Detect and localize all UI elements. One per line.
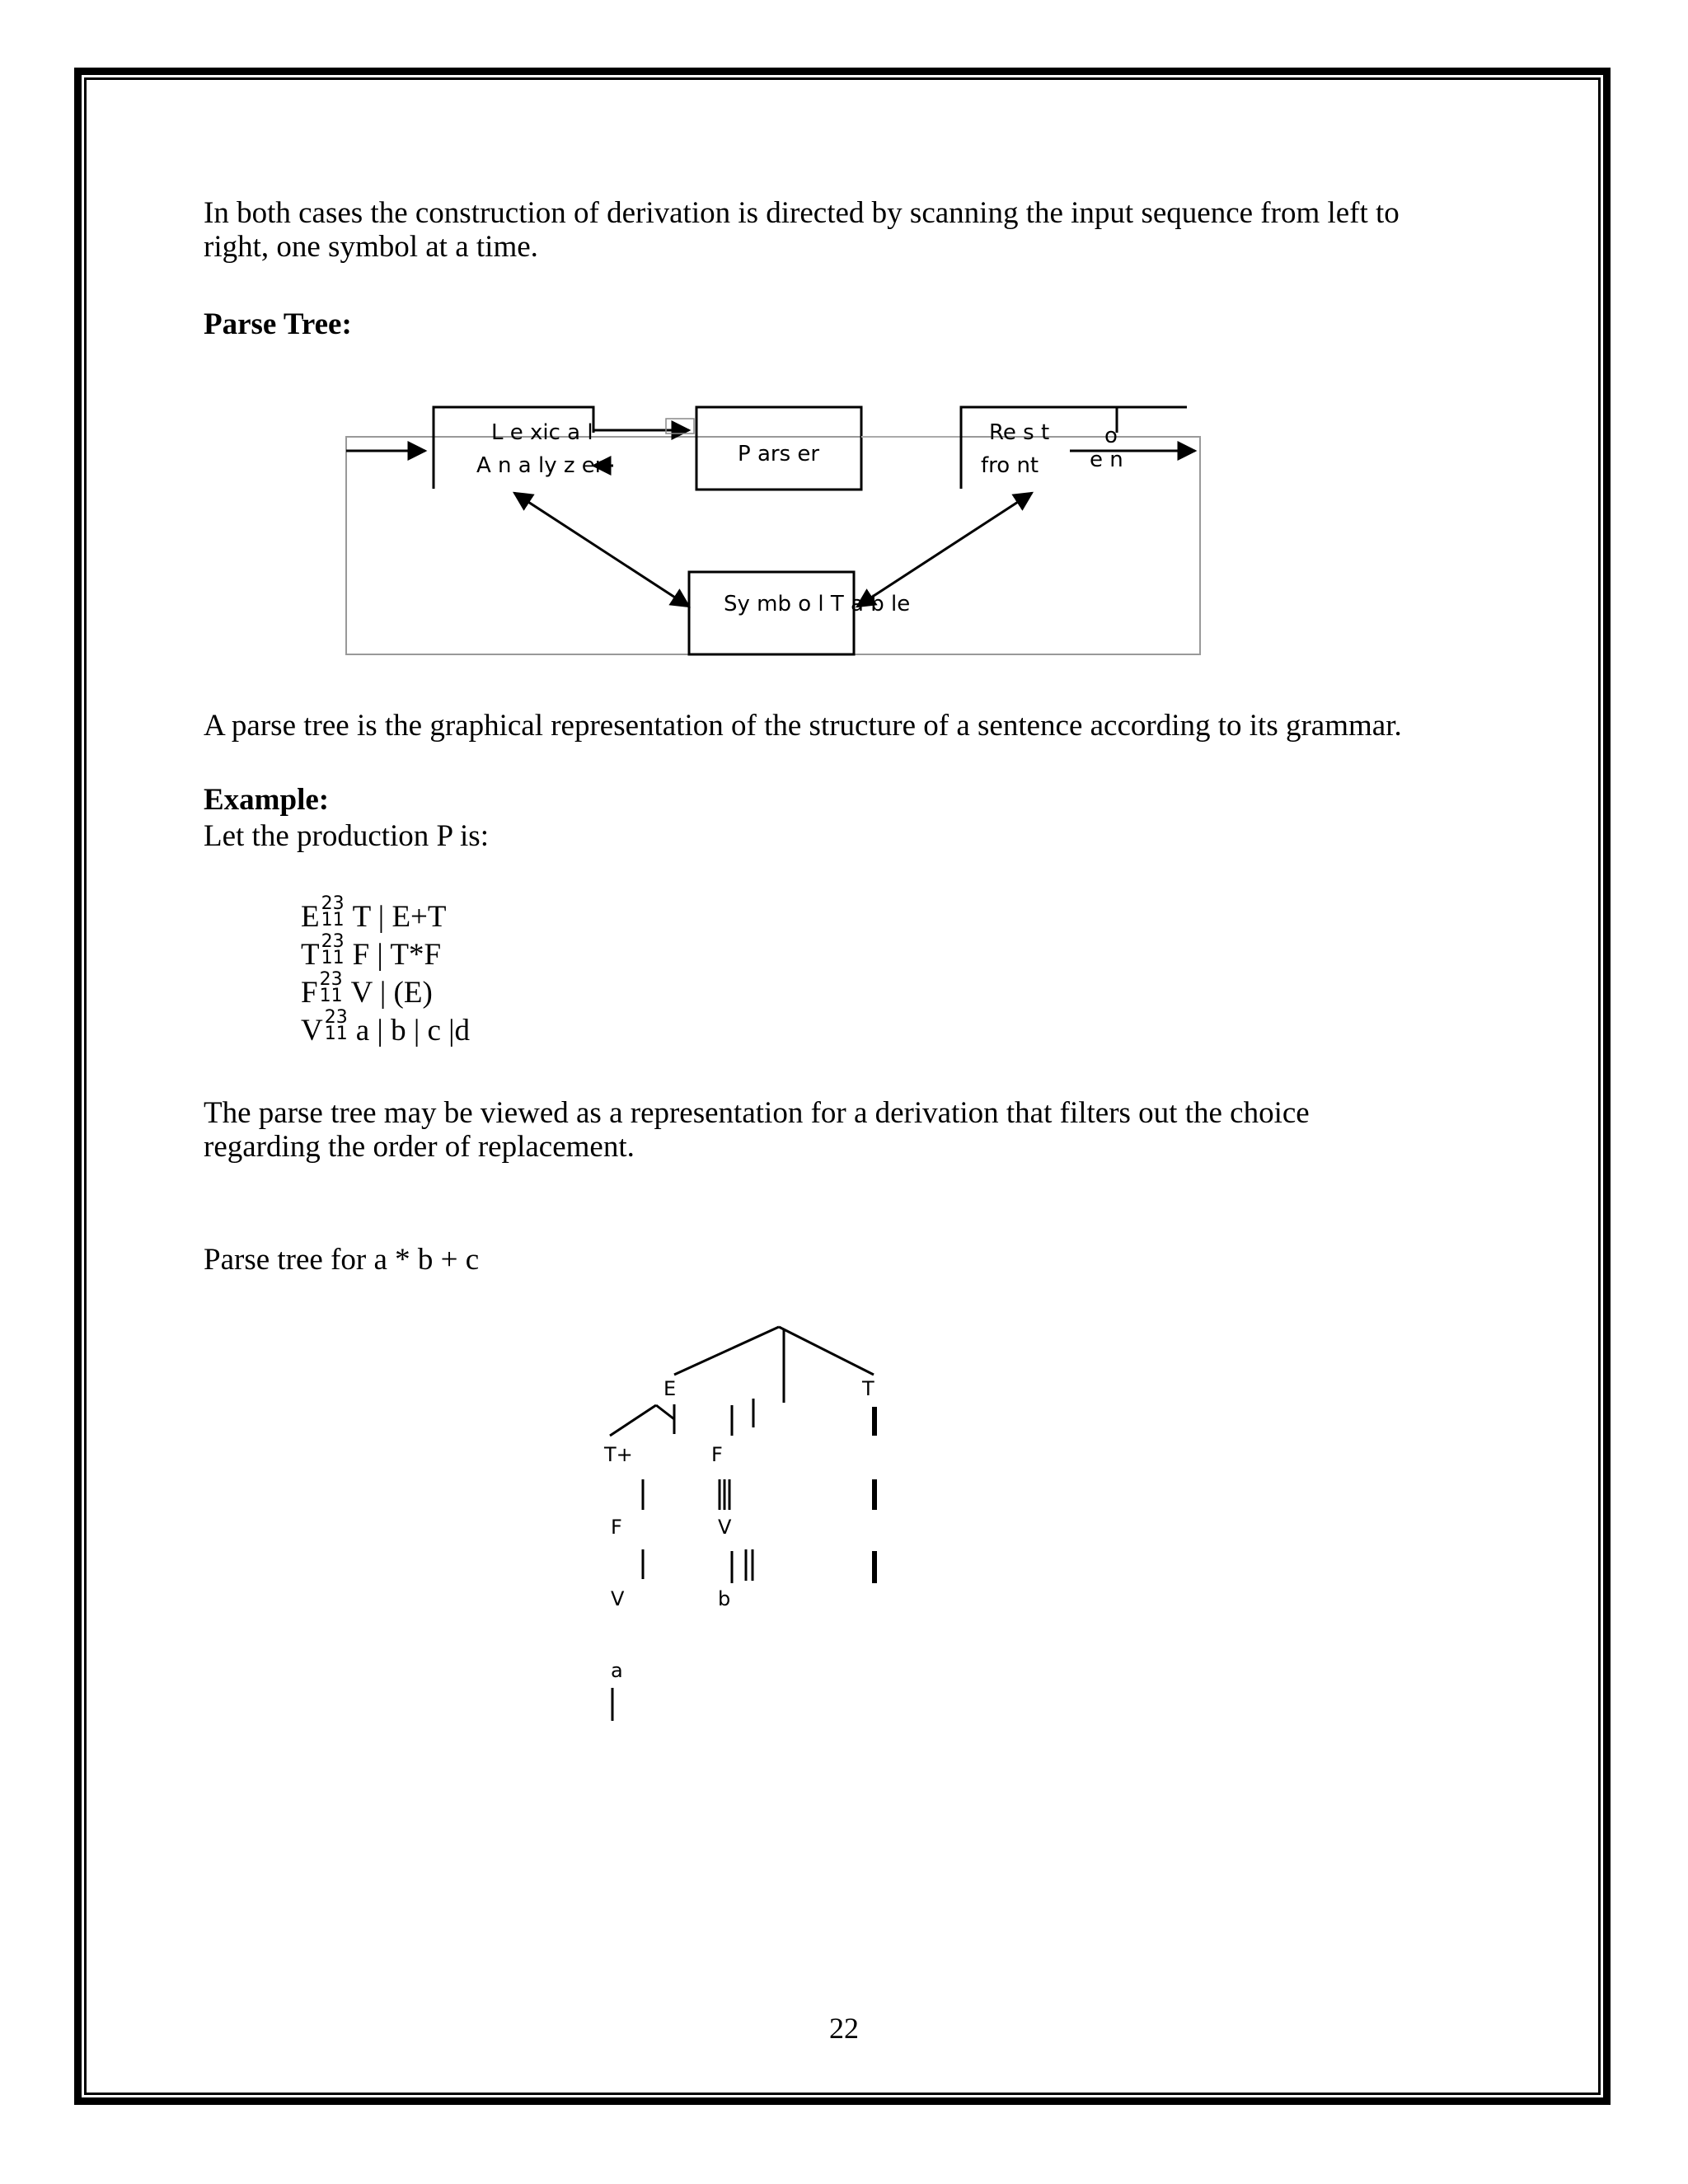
symbol-table-label: Sy mb o l T a b le [724,592,911,616]
tree-node-v: V [718,1516,732,1539]
production-rhs: F | T*F [352,938,442,972]
tree-node-e: E [663,1377,677,1400]
derives-symbol: 23 11 [321,931,345,968]
production-lhs: F [301,976,318,1010]
production-lhs: T [301,938,320,972]
view-line-1: The parse tree may be viewed as a representation for a derivation that filters out the choice [204,1096,1310,1130]
parser-label: P ars er [738,442,820,466]
production-rhs: V | (E) [350,976,433,1010]
tree-edge [779,1327,874,1375]
end-label-1: o [1104,424,1118,448]
tree-node-t-plus: T+ [604,1443,633,1466]
tree-edge [656,1405,674,1419]
tree-node-f: F [711,1443,723,1466]
example-intro: Let the production P is: [204,819,489,853]
derives-symbol: 23 11 [324,1007,348,1044]
intro-line-2: right, one symbol at a time. [204,230,538,264]
tree-node-b: b [718,1587,731,1610]
rest-label-2: fro nt [981,453,1039,478]
derives-symbol: 23 11 [321,893,345,930]
tree-node-v: V [611,1587,625,1610]
rest-label-1: Re s t [989,420,1050,445]
tree-node-f: F [611,1516,622,1539]
view-line-2: regarding the order of replacement. [204,1130,635,1164]
production-lhs: V [301,1014,323,1047]
tree-node-a: a [611,1659,623,1682]
production-lhs: E [301,900,320,934]
tree-edge [610,1405,656,1436]
production-rhs: a | b | c |d [355,1014,471,1047]
page-number: 22 [829,2012,859,2045]
tree-node-t: T [862,1377,874,1400]
definition-paragraph: A parse tree is the graphical representation of the structure of a sentence according to its grammar. [204,709,1402,743]
example-heading: Example: [204,783,330,817]
derives-symbol: 23 11 [319,969,343,1006]
end-label-2: e n [1090,448,1123,472]
lexical-label-2: A n a ly z er [476,453,604,478]
production-rhs: T | E+T [352,900,447,934]
intro-line-1: In both cases the construction of derivation is directed by scanning the input sequence from left to [204,196,1400,230]
parse-tree-heading: Parse Tree: [204,307,352,341]
parse-tree-for-label: Parse tree for a * b + c [204,1243,480,1277]
lexical-label-1: L e xic a l [491,420,593,445]
tree-edge [674,1327,779,1375]
